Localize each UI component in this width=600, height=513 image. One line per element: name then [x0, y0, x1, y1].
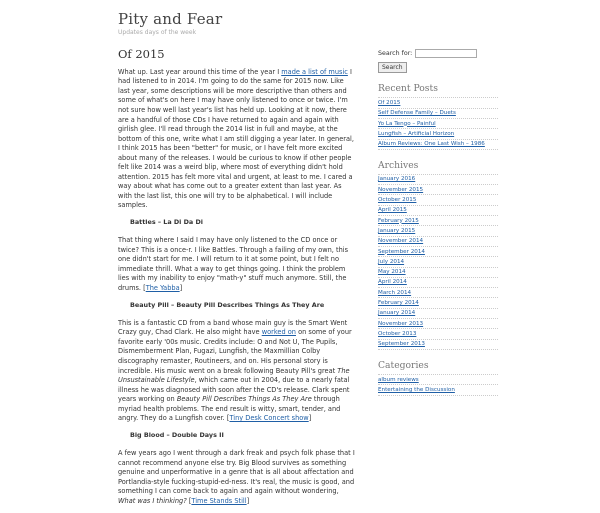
archive-item: [378, 339, 498, 350]
archive-link[interactable]: September 2013: [378, 341, 425, 348]
recent-post-item: [378, 139, 498, 150]
sidebar: [378, 49, 498, 396]
beauty-pill-text-2: on some of your favorite early '00s music. Credits include: O and Not U, The Pupils, Dismemberment Plan, Fugazi, Lungfish, the Maxmillian Colby discography remaster, Routineers, and on. His personal story is incredible. His music went on a break following Beauty Pill's great: [118, 328, 352, 375]
archive-link[interactable]: March 2014: [378, 289, 412, 296]
archive-item: [378, 194, 498, 204]
battles-paragraph: [118, 236, 356, 293]
recent-post-item: [378, 118, 498, 128]
beauty-pill-paragraph: [118, 319, 356, 424]
beauty-pill-text-4: through myriad health problems. The end result is witty, smart, tender, and angry. They do a Lungfish cover. [: [118, 395, 341, 423]
intro-text-2: I had listened to in 2014. I'm going to do the same for 2015 now. Like last year, some descriptions will be more descriptive than others and some of what's on here I may have only listened to once or twice. I'm not sure how well last year's list has held up. Looking at it now, there are a handful of those CDs I have returned to again and again with girlish glee. I'll read through the 2014 list in full and maybe, at the bottom of this one, write what I am still digging a year later. In general, I think 2015 has been "better" for music, or I have felt more excited about many of the releases. I would be curious to know if other people felt like 2014 was a weird blip, where most of everything didn't hold attention. 2015 has felt more vital and urgent, at least to me. I cared a way about what has come out to a greater extent than last year. As with the last list, this one will try to be alphabetical. I will include samples.: [118, 67, 354, 210]
archives-list: [378, 174, 498, 350]
list-of-music-link[interactable]: made a list of music: [281, 67, 348, 76]
categories-list: [378, 374, 498, 396]
archive-link[interactable]: October 2015: [378, 197, 417, 204]
battles-text-1: That thing where I said I may have only listened to the CD once or twice? This is a once-r. I like Battles. Through a failing of my own, this one didn't start for me. I will return to it at some point, but I felt no immediate thrill. What a way to get things going. I think the problem lies with my inability to enjoy "math-y" stuff much anymore. Still, the drums. [: [118, 236, 349, 293]
category-link[interactable]: Entertaining the Discussion: [378, 386, 455, 393]
recent-post-link[interactable]: Of 2015: [378, 99, 401, 106]
categories-heading: Categories: [378, 359, 429, 371]
site-title[interactable]: Pity and Fear: [118, 10, 223, 28]
archive-item: [378, 174, 498, 184]
archive-link[interactable]: November 2014: [378, 238, 424, 245]
tiny-desk-concert-link[interactable]: Tiny Desk Concert show: [229, 414, 309, 423]
recent-post-link[interactable]: Self Defense Family – Duets: [378, 110, 456, 117]
recent-post-item: [378, 128, 498, 138]
archive-item: [378, 246, 498, 256]
recent-post-link[interactable]: Lungfish – Artificial Horizon: [378, 130, 455, 137]
battles-text-2: ]: [179, 284, 183, 293]
archive-link[interactable]: January 2015: [378, 227, 416, 234]
recent-post-link[interactable]: Album Reviews: One Last Wish – 1986: [378, 141, 485, 148]
category-link[interactable]: album reviews: [378, 376, 419, 383]
the-yabba-link[interactable]: The Yabba: [145, 284, 180, 293]
recent-post-item: [378, 108, 498, 118]
big-blood-paragraph: [118, 449, 356, 506]
album-heading-big-blood: Big Blood – Double Days II: [130, 430, 224, 439]
archive-link[interactable]: May 2014: [378, 269, 406, 276]
time-stands-still-link[interactable]: Time Stands Still: [191, 496, 247, 505]
worked-on-link[interactable]: worked on: [261, 328, 296, 337]
post-content: [118, 48, 356, 513]
beauty-pill-text-5: ]: [308, 414, 312, 423]
recent-post-item: [378, 97, 498, 107]
archives-heading: Archives: [378, 159, 419, 171]
post-intro: [118, 68, 356, 211]
archive-link[interactable]: February 2014: [378, 300, 419, 307]
site-description: Updates days of the week: [118, 29, 197, 36]
search-form: [378, 49, 498, 58]
archive-link[interactable]: November 2015: [378, 186, 424, 193]
category-item: [378, 384, 498, 395]
category-item: [378, 374, 498, 384]
recent-posts-list: [378, 97, 498, 149]
search-label: Search for:: [378, 50, 413, 57]
archive-item: [378, 318, 498, 328]
archive-item: [378, 277, 498, 287]
recent-posts-heading: Recent Posts: [378, 83, 438, 95]
intro-text-1: What up. Last year around this time of the year I: [118, 67, 282, 76]
archive-link[interactable]: September 2014: [378, 248, 425, 255]
archive-item: [378, 287, 498, 297]
archive-item: [378, 205, 498, 215]
archive-link[interactable]: January 2014: [378, 310, 416, 317]
album-heading-beauty-pill: Beauty Pill – Beauty Pill Describes Things As They Are: [130, 300, 325, 309]
big-blood-text-2: [: [186, 496, 192, 505]
search-input[interactable]: [415, 49, 477, 58]
unsustainable-lifestyle-title: The Unsustainable Lifestyle: [118, 366, 350, 385]
beauty-pill-text-3: , which came out in 2004, due to a nearly fatal illness he was diagnosed with soon after the CD's release. Clark spent years working on: [118, 376, 350, 404]
archive-item: [378, 297, 498, 307]
post-title[interactable]: Of 2015: [118, 47, 165, 61]
archive-item: [378, 184, 498, 194]
beauty-pill-text-1: This is a fantastic CD from a band whose main guy is the Smart Went Crazy guy, Chad Clark. He also might have: [118, 318, 348, 337]
site-header: [118, 10, 598, 38]
archive-link[interactable]: October 2013: [378, 330, 417, 337]
archive-item: [378, 308, 498, 318]
archive-link[interactable]: February 2015: [378, 217, 419, 224]
archive-link[interactable]: April 2014: [378, 279, 407, 286]
archive-item: [378, 328, 498, 338]
search-button[interactable]: Search: [378, 62, 407, 73]
recent-post-link[interactable]: Yo La Tengo – Painful: [378, 120, 436, 127]
archive-item: [378, 236, 498, 246]
big-blood-text-1: A few years ago I went through a dark freak and psych folk phase that I cannot recommend anyone else try. Big Blood survives as something genuine and unperformative in a genre that is all about affectation and Portlandia-style fucking-stupid-ed-ness. It's real, the music is good, and something I can come back to again and again without wondering,: [118, 449, 355, 496]
archive-item: [378, 225, 498, 235]
archive-link[interactable]: November 2013: [378, 320, 424, 327]
album-heading-battles: Battles – La Di Da Di: [130, 218, 203, 226]
what-was-i-thinking-emphasis: What was I thinking?: [118, 496, 187, 505]
archive-item: [378, 215, 498, 225]
archive-link[interactable]: July 2014: [378, 258, 405, 265]
archive-link[interactable]: April 2015: [378, 207, 407, 214]
archive-item: [378, 256, 498, 266]
archive-item: [378, 267, 498, 277]
beauty-pill-album-title: Beauty Pill Describes Things As They Are: [176, 395, 312, 404]
big-blood-text-3: ]: [246, 496, 250, 505]
archive-link[interactable]: January 2016: [378, 176, 416, 183]
